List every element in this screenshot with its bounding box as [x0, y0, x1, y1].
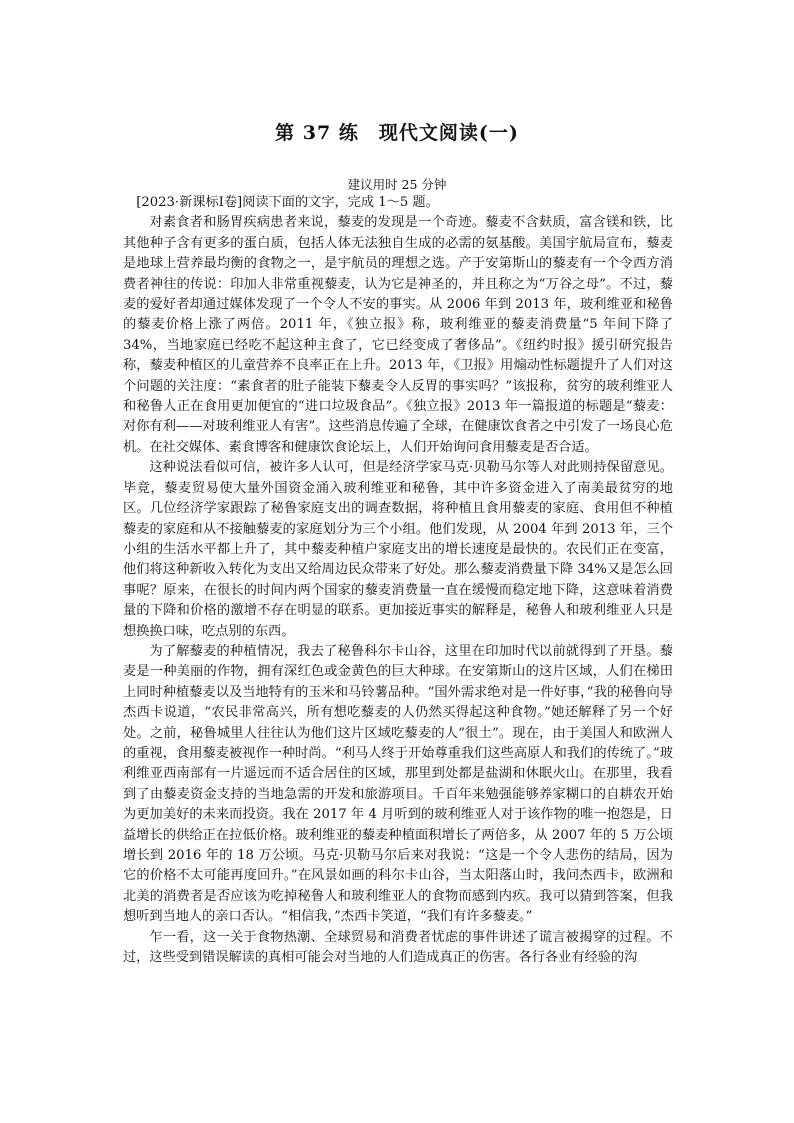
passage-body — [123, 193, 673, 968]
paragraph-3: 为了解藜麦的种植情况，我去了秘鲁科尔卡山谷，这里在印加时代以前就得到了开垦。藜麦是一种美丽的作物，拥有深红色或金黄色的巨大种球。在安第斯山的这片区域，人们在梯田上同时种植藜麦以及当地特有的玉米和马铃薯品种。“国外需求绝对是一件好事，”我的秘鲁向导杰西卡说道，“农民非常高兴，所有想吃藜麦的人仍然买得起这种食物。”她还解释了另一个好处。之前，秘鲁城里人往往认为他们这片区域吃藜麦的人“很土”。现在，由于美国人和欧洲人的重视，食用藜麦被视作一种时尚。“利马人终于开始尊重我们这些高原人和我们的传统了。”玻利维亚西南部有一片遥远而不适合居住的区域，那里到处都是盐湖和休眠火山。在那里，我看到了由藜麦资金支持的当地急需的开发和旅游项目。千百年来勉强能够养家糊口的自耕农开始为更加美好的未来而投资。我在 2017 年 4 月听到的玻利维亚人对于该作物的唯一抱怨是，日益增长的供给正在拉低价格。玻利维亚的藜麦种植面积增长了两倍多，从 2007 年的 5 万公顷增长到 2016 年的 18 万公顷。马克·贝勒马尔后来对我说：“这是一个令人悲伤的结局，因为它的价格不太可能再度回升。”在风景如画的科尔卡山谷，当太阳落山时，我问杰西卡，欧洲和北美的消费者是否应该为吃掉秘鲁人和玻利维亚人的食物而感到内疚。我可以猜到答案，但我想听到当地人的亲口否认。“相信我，”杰西卡笑道，“我们有许多藜麦。” — [123, 643, 673, 925]
time-note: 建议用时 25 分钟 — [347, 177, 447, 192]
paragraph-1: 对素食者和肠胃疾病患者来说，藜麦的发现是一个奇迹。藜麦不含麸质，富含镁和铁，比其他种子含有更多的蛋白质，包括人体无法独自生成的必需的氨基酸。美国宇航局宣布，藜麦是地球上营养最均衡的食物之一，是宇航员的理想之选。产于安第斯山的藜麦有一个令西方消费者神往的传说：印加人非常重视藜麦，认为它是神圣的，并且称之为“万谷之母”。不过，藜麦的爱好者却通过媒体发现了一个令人不安的事实。从 2006 年到 2013 年，玻利维亚和秘鲁的藜麦价格上涨了两倍。2011 年，《独立报》称，玻利维亚的藜麦消费量“5 年间下降了 34%，当地家庭已经吃不起这种主食了，它已经变成了奢侈品”。《纽约时报》援引研究报告称，藜麦种植区的儿童营养不良率正在上升。2013 年，《卫报》用煽动性标题提升了人们对这个问题的关注度：“素食者的肚子能装下藜麦令人反胃的事实吗？”该报称，贫穷的玻利维亚人和秘鲁人正在食用更加便宜的“进口垃圾食品”。《独立报》2013 年一篇报道的标题是“藜麦：对你有利——对玻利维亚人有害”。这些消息传遍了全球，在健康饮食者之中引发了一场良心危机。在社交媒体、素食博客和健康饮食论坛上，人们开始询问食用藜麦是否合适。 — [123, 215, 673, 455]
exam-instruction: [2023·新课标Ⅰ卷]阅读下面的文字，完成 1～5 题。 — [136, 195, 439, 210]
paragraph-4: 乍一看，这一关于食物热潮、全球贸易和消费者忧虑的事件讲述了谎言被揭穿的过程。不过，这些受到错误解读的真相可能会对当地的人们造成真正的伤害。各行各业有经验的沟 — [123, 929, 673, 966]
page-title: 第 37 练 现代文阅读(一) — [275, 122, 519, 144]
paragraph-2: 这种说法看似可信，被许多人认可，但是经济学家马克·贝勒马尔等人对此则持保留意见。毕竟，藜麦贸易使大量外国资金涌入玻利维亚和秘鲁，其中许多资金进入了南美最贫穷的地区。几位经济学家跟踪了秘鲁家庭支出的调查数据，将种植且食用藜麦的家庭、食用但不种植藜麦的家庭和从不接触藜麦的家庭划分为三个小组。他们发现，从 2004 年到 2013 年，三个小组的生活水平都上升了，其中藜麦种植户家庭支出的增长速度是最快的。农民们正在变富，他们将这种新收入转化为支出又给周边民众带来了好处。那么藜麦消费量下降 34%又是怎么回事呢？原来，在很长的时间内两个国家的藜麦消费量一直在缓慢而稳定地下降，这意味着消费量的下降和价格的激增不存在明显的联系。更加接近事实的解释是，秘鲁人和玻利维亚人只是想换换口味，吃点别的东西。 — [123, 460, 673, 639]
